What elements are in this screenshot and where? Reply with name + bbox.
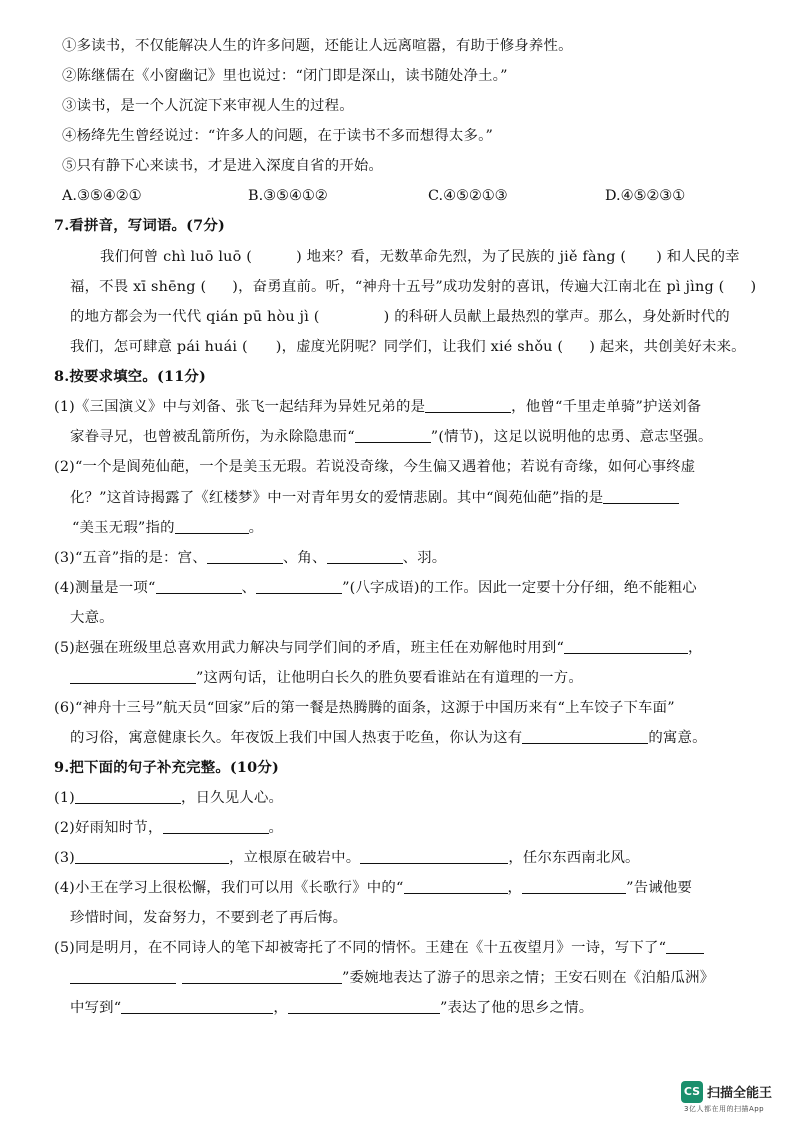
camscanner-watermark-tagline: 3亿人都在用的扫描App <box>684 1105 765 1113</box>
q9-item-5-line-3 <box>70 998 593 1018</box>
q9-item-1-text-b: ，日久见人心。 <box>181 790 284 806</box>
q9-item-3-text-c: ，任尔东西南北风。 <box>508 850 640 866</box>
q8-item-4-text-c: ”(八字成语)的工作。因此一定要十分仔细，绝不能粗心 <box>342 580 697 596</box>
q7-line-2-part-3: ) <box>750 279 757 295</box>
q8-item-1-text-c: 家眷寻兄，也曾被乱箭所伤，为永除隐患而“ <box>70 429 355 445</box>
q8-item-5-blank-1[interactable] <box>564 638 688 654</box>
q8-item-6-text-c: 的寓意。 <box>648 730 707 746</box>
q9-item-3-blank-1[interactable] <box>75 848 229 864</box>
q8-item-6-text-b: 的习俗，寓意健康长久。年夜饭上我们中国人热衷于吃鱼，你认为这有 <box>70 730 523 746</box>
q7-title: 7.看拼音，写词语。(7分) <box>54 217 225 234</box>
q8-item-5-text-b: ， <box>688 640 703 656</box>
q9-item-4-text-c: ”告诫他要 <box>626 880 693 896</box>
q8-item-1-line-2 <box>70 427 713 447</box>
q9-item-5-blank-1b[interactable] <box>70 968 176 984</box>
q9-item-5-text-a: (5)同是明月，在不同诗人的笔下却被寄托了不同的情怀。王建在《十五夜望月》一诗，写下了“ <box>54 940 667 956</box>
q7-line-2-part-1: 福，不畏 xī shēng ( <box>70 279 207 295</box>
q8-item-3-text-c: 、羽。 <box>402 550 447 566</box>
q8-item-1-blank-1[interactable] <box>425 397 511 413</box>
q8-item-2-text-d: 。 <box>248 520 264 536</box>
q7-line-3-part-2: ) 的科研人员献上最热烈的掌声。那么，身处新时代的 <box>383 309 730 325</box>
q9-item-4-blank-1[interactable] <box>404 878 508 894</box>
q9-item-2-text-a: (2)好雨知时节， <box>54 820 163 836</box>
q8-item-3-blank-1[interactable] <box>207 548 283 564</box>
q8-item-5-line-2 <box>70 668 583 688</box>
q8-item-4-text-b: 、 <box>241 580 257 596</box>
q9-item-3-blank-2[interactable] <box>360 848 508 864</box>
q8-item-2-blank-2[interactable] <box>175 518 249 534</box>
q8-item-5-text-c: ”这两句话，让他明白长久的胜负要看谁站在有道理的一方。 <box>196 670 583 686</box>
q9-item-5-text-c: 中写到“ <box>70 1000 122 1016</box>
q9-item-2 <box>54 818 283 838</box>
q8-item-2-line-2 <box>70 488 679 508</box>
q9-item-4-line-1 <box>54 878 692 898</box>
q9-item-3 <box>54 848 640 868</box>
q9-item-5-blank-2[interactable] <box>182 968 342 984</box>
q9-item-1-text-a: (1) <box>54 790 75 806</box>
q6-sentence-1: ①多读书，不仅能解决人生的许多问题，还能让人远离喧嚣，有助于修身养性。 <box>62 38 573 54</box>
q7-line-1-part-2: ) 地来？看，无数革命先烈，为了民族的 jiě fàng ( <box>296 249 627 265</box>
q8-item-4-blank-1[interactable] <box>156 578 242 594</box>
q9-item-4-text-b: ， <box>507 880 523 896</box>
q9-item-5-text-b: ”委婉地表达了游子的思亲之情；王安石则在《泊船瓜洲》 <box>342 970 715 986</box>
q9-item-3-text-b: ，立根原在破岩中。 <box>229 850 361 866</box>
q9-item-1 <box>54 788 283 808</box>
q8-item-2-line-3 <box>72 518 263 538</box>
q8-item-3-text-b: 、角、 <box>282 550 327 566</box>
q8-item-5-line-1 <box>54 638 703 658</box>
q7-line-3-part-1: 的地方都会为一代代 qián pū hòu jì ( <box>70 309 320 325</box>
q8-item-1-text-a: (1)《三国演义》中与刘备、张飞一起结拜为异姓兄弟的是 <box>54 399 426 415</box>
q8-item-3-blank-2[interactable] <box>327 548 403 564</box>
q8-title: 8.按要求填空。(11分) <box>54 368 207 385</box>
q8-item-3 <box>54 548 446 568</box>
q7-line-1-part-1: 我们何曾 chì luō luō ( <box>100 249 253 265</box>
q8-item-2-blank-1[interactable] <box>603 488 679 504</box>
q8-item-4-blank-2[interactable] <box>256 578 342 594</box>
q8-item-1-blank-2[interactable] <box>355 427 431 443</box>
q9-item-2-blank[interactable] <box>163 818 269 834</box>
q7-line-4 <box>70 337 746 357</box>
q9-item-4-line-2: 珍惜时间，发奋努力，不要到老了再后悔。 <box>70 910 348 926</box>
q9-item-5-blank-1a[interactable] <box>666 938 704 954</box>
q6-option-c: C.④⑤②①③ <box>428 188 508 204</box>
q9-item-5-blank-3[interactable] <box>121 998 273 1014</box>
q8-item-4-line-1 <box>54 578 697 598</box>
q8-item-2-text-c: “美玉无瑕”指的 <box>72 520 175 536</box>
q9-item-5-line-2 <box>70 968 714 988</box>
q9-item-5-text-e: ”表达了他的思乡之情。 <box>439 1000 594 1016</box>
q7-line-1 <box>100 247 740 267</box>
q8-item-1-text-b: ，他曾“千里走单骑”护送刘备 <box>511 399 702 415</box>
q6-sentence-4: ④杨绛先生曾经说过：“许多人的问题，在于读书不多而想得太多。” <box>62 128 494 144</box>
q6-option-b: B.③⑤④①② <box>248 188 328 204</box>
q8-item-3-text-a: (3)“五音”指的是：宫、 <box>54 550 207 566</box>
q8-item-4-line-2: 大意。 <box>70 610 114 626</box>
q8-item-5-text-a: (5)赵强在班级里总喜欢用武力解决与同学们间的矛盾，班主任在劝解他时用到“ <box>54 640 565 656</box>
q9-item-3-text-a: (3) <box>54 850 75 866</box>
q8-item-2-text-b: 化？”这首诗揭露了《红楼梦》中一对青年男女的爱情悲剧。其中“阆苑仙葩”指的是 <box>70 490 604 506</box>
q9-item-4-text-a: (4)小王在学习上很松懈，我们可以用《长歌行》中的“ <box>54 880 404 896</box>
q8-item-6-line-2 <box>70 728 707 748</box>
q7-line-3 <box>70 307 730 327</box>
q9-item-2-text-b: 。 <box>268 820 284 836</box>
q7-line-4-part-3: ) 起来，共创美好未来。 <box>589 339 746 355</box>
q8-item-4-text-a: (4)测量是一项“ <box>54 580 156 596</box>
q9-item-5-blank-4[interactable] <box>288 998 440 1014</box>
q9-title: 9.把下面的句子补充完整。(10分) <box>54 759 279 776</box>
q8-item-1-line-1 <box>54 397 701 417</box>
q6-sentence-2: ②陈继儒在《小窗幽记》里也说过：“闭门即是深山，读书随处净土。” <box>62 68 508 84</box>
q6-sentence-3: ③读书，是一个人沉淀下来审视人生的过程。 <box>62 98 354 114</box>
q7-line-2-part-2: )，奋勇直前。听，“神舟十五号”成功发射的喜讯，传遍大江南北在 pì jìng ( <box>232 279 725 295</box>
q8-item-5-blank-2[interactable] <box>70 668 196 684</box>
q6-option-a: A.③⑤④②① <box>62 188 142 204</box>
q7-line-1-part-3: ) 和人民的幸 <box>656 249 740 265</box>
q9-item-5-text-d: ， <box>273 1000 288 1016</box>
q7-line-4-part-2: )，虚度光阴呢？同学们，让我们 xié shǒu ( <box>275 339 564 355</box>
q7-line-4-part-1: 我们，怎可肆意 pái huái ( <box>70 339 248 355</box>
q6-sentence-5: ⑤只有静下心来读书，才是进入深度自省的开始。 <box>62 158 383 174</box>
q8-item-6-blank[interactable] <box>522 728 648 744</box>
q7-line-2 <box>70 277 756 297</box>
q9-item-1-blank[interactable] <box>75 788 181 804</box>
q6-option-d: D.④⑤②③① <box>605 188 686 204</box>
camscanner-logo-icon: CS <box>681 1081 703 1103</box>
q9-item-4-blank-2[interactable] <box>522 878 626 894</box>
q8-item-6-line-1: (6)“神舟十三号”航天员“回家”后的第一餐是热腾腾的面条，这源于中国历来有“上车饺子下车面” <box>54 700 675 716</box>
camscanner-watermark-name: 扫描全能王 <box>707 1086 773 1101</box>
q8-item-2-line-1: (2)“一个是阆苑仙葩，一个是美玉无瑕。若说没奇缘，今生偏又遇着他；若说有奇缘，如何心事终虚 <box>54 459 696 475</box>
q9-item-5-line-1 <box>54 938 704 958</box>
q8-item-1-text-d: ”(情节)，这足以说明他的忠勇、意志坚强。 <box>430 429 713 445</box>
